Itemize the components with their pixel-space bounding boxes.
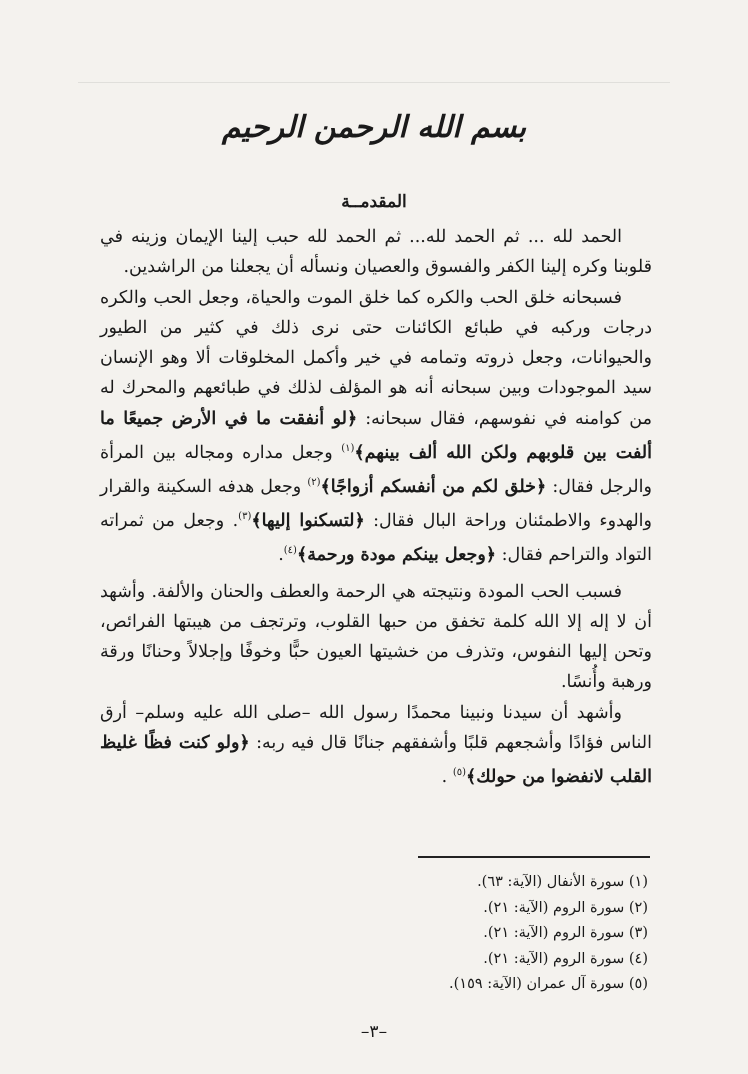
footnotes	[449, 870, 648, 998]
paragraph-3: فسبب الحب المودة ونتيجته هي الرحمة والعطف والحنان والألفة. وأشهد أن لا إله إلا الله كلمة تخفق من حبها القلوب، وترتجف من هيبتها الفرائص، وتحن إليها النفوس، وتذرف من خشيتها العيون حبًّا وخوفًا وإجلالاً وحنانًا ورقة ورهبة وأُنسًا.	[100, 581, 652, 693]
paragraph-2-text-d: . وجعل من ثمراته التواد والتراحم فقال:	[100, 511, 652, 566]
paragraph-2	[100, 283, 652, 571]
footnote-1: (١) سورة الأنفال (الآية: ٦٣).	[477, 874, 648, 890]
page-number: –٣–	[360, 1022, 388, 1042]
top-rule	[78, 82, 670, 83]
page-heading: المقدمــة	[341, 192, 407, 212]
paragraph-4	[100, 698, 652, 793]
footnote-separator	[418, 856, 650, 858]
paragraph-4-text-b: .	[441, 767, 448, 788]
paragraph-4-text-a: وأشهد أن سيدنا ونبينا محمدًا رسول الله –صلى الله عليه وسلم– أرق الناس فؤادًا وأشجعهم قلبًا وأشفقهم جنانًا قال فيه ربه:	[100, 702, 652, 754]
quran-verse-4: ﴿وجعل بينكم مودة ورحمة﴾	[296, 545, 497, 566]
paragraph-2-text-e: .	[278, 545, 284, 566]
paragraph-1: الحمد لله ... ثم الحمد لله... ثم الحمد لله حبب إلينا الإيمان وزينه في قلوبنا وكره إلينا الكفر والفسوق والعصيان ونسأله أن يجعلنا من الراشدين.	[100, 227, 652, 278]
quran-verse-2: ﴿خلق لكم من أنفسكم أزواجًا﴾	[320, 477, 547, 498]
paragraph-2-text-b: وجعل مداره ومجاله بين المرأة والرجل فقال:	[100, 442, 652, 498]
bismillah-calligraphy: بسم الله الرحمن الرحيم	[221, 110, 527, 145]
quran-verse-3: ﴿لتسكنوا إليها﴾	[251, 511, 365, 532]
footnote-ref-5: (٥)	[452, 767, 467, 779]
footnote-ref-1: (١)	[341, 443, 355, 455]
footnote-ref-2: (٢)	[307, 477, 321, 489]
footnote-ref-3: (٣)	[238, 511, 252, 523]
body-text	[100, 222, 652, 792]
quran-verse-5: ﴿ولو كنت فظًا غليظ القلب لانفضوا من حولك﴾	[100, 733, 652, 788]
quran-verse-1: ﴿لو أنفقت ما في الأرض جميعًا ما ألفت بين قلوبهم ولكن الله ألف بينهم﴾	[100, 408, 652, 463]
footnote-3: (٣) سورة الروم (الآية: ٢١).	[483, 925, 648, 941]
footnote-2: (٢) سورة الروم (الآية: ٢١).	[483, 899, 648, 916]
paragraph-2-text-c: وجعل هدفه السكينة والقرار والهدوء والاطمئنان وراحة البال فقال:	[100, 477, 652, 532]
paragraph-2-text-a: فسبحانه خلق الحب والكره كما خلق الموت والحياة، وجعل الحب والكره درجات وركبه في طبائع الكائنات حتى نرى ذلك في كثير من الطيور والحيوانات، وجعل ذروته وتمامه في خير وأكمل المخلوقات ألا وهو الإنسان سيد الموجودات وبين سبحانه أنه هو المؤلف لذلك في طبائعهم والمحرك له من كوامنه في نفوسهم، فقال سبحانه:	[100, 287, 653, 429]
footnote-4: (٤) سورة الروم (الآية: ٢١).	[483, 950, 648, 967]
footnote-5: (٥) سورة آل عمران (الآية: ١٥٩).	[449, 976, 648, 992]
footnote-ref-4: (٤)	[283, 545, 297, 557]
